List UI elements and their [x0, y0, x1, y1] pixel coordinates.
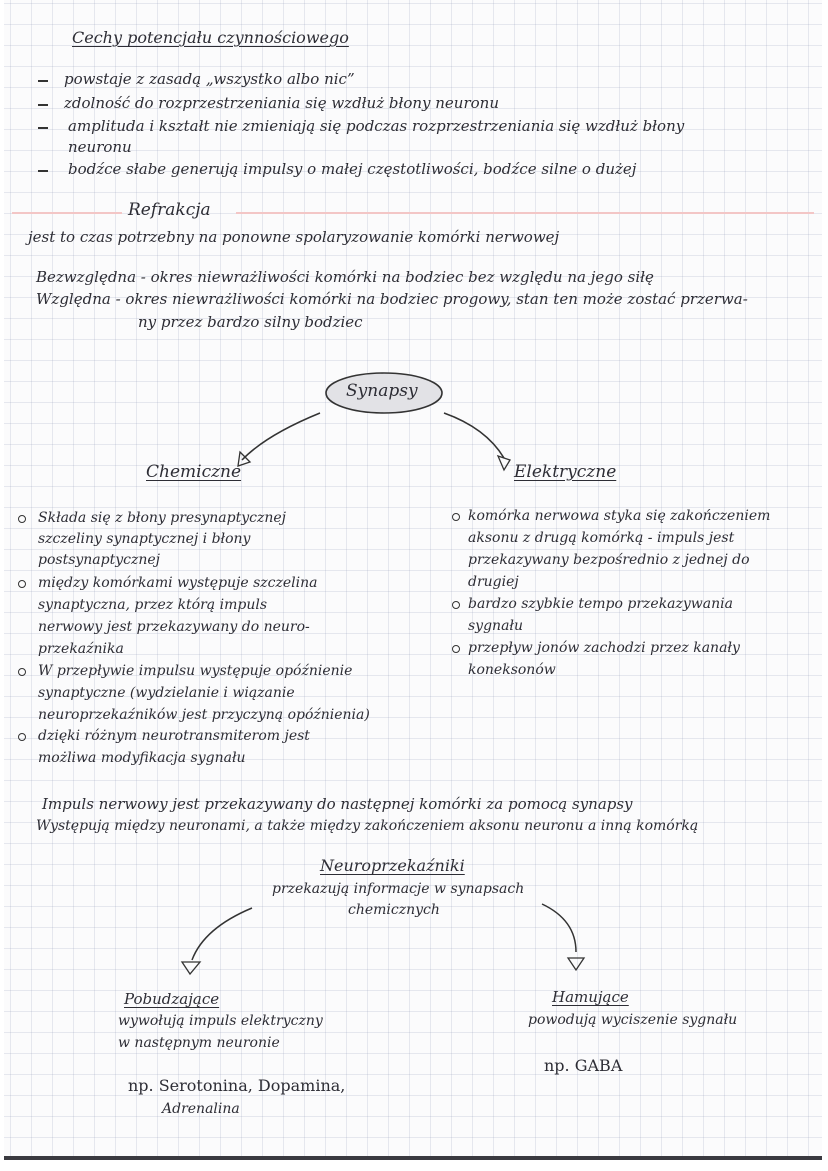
potential-item-2: zdolność do rozprzestrzeniania się wzdłuż błony neuronu	[64, 94, 499, 112]
notebook-page	[4, 0, 822, 1160]
bullet-icon	[18, 733, 26, 741]
excitatory-line-2: w następnym neuronie	[118, 1035, 280, 1051]
arrow-to-excitatory	[192, 908, 252, 960]
bullet-icon	[452, 601, 460, 609]
potential-title: Cechy potencjału czynnościowego	[72, 28, 349, 47]
excitatory-examples-1: np. Serotonina, Dopamina,	[128, 1076, 346, 1095]
potential-item-1: powstaje z zasadą „wszystko albo nic”	[64, 70, 355, 88]
refraction-relative-cont: ny przez bardzo silny bodziec	[138, 313, 363, 331]
arrow-head-icon	[182, 962, 200, 974]
electrical-line: drugiej	[468, 574, 519, 590]
chemical-title: Chemiczne	[146, 462, 242, 482]
chemical-line: między komórkami występuje szczelina	[38, 575, 318, 591]
chemical-line: W przepływie impulsu występuje opóźnienie	[38, 663, 353, 679]
arrow-to-chemical	[242, 413, 320, 460]
inhibitory-title: Hamujące	[552, 988, 629, 1006]
chemical-line: możliwa modyfikacja sygnału	[38, 750, 246, 766]
excitatory-title: Pobudzające	[124, 990, 220, 1008]
potential-item-4: bodźce słabe generują impulsy o małej częstotliwości, bodźce silne o dużej	[68, 160, 637, 178]
excitatory-examples-2: Adrenalina	[162, 1101, 240, 1117]
refraction-title: Refrakcja	[128, 200, 211, 220]
refraction-relative: Względna - okres niewrażliwości komórki na bodziec progowy, stan ten może zostać przerwa-	[36, 290, 748, 308]
potential-item-3: amplituda i kształt nie zmieniają się podczas rozprzestrzeniania się wzdłuż błony	[68, 117, 685, 135]
chemical-line: nerwowy jest przekazywany do neuro-	[38, 619, 310, 635]
electrical-line: przepływ jonów zachodzi przez kanały	[468, 640, 740, 656]
electrical-line: bardzo szybkie tempo przekazywania	[468, 596, 733, 612]
chemical-line: szczeliny synaptycznej i błony	[38, 531, 251, 547]
inhibitory-example: np. GABA	[544, 1056, 623, 1075]
electrical-line: komórka nerwowa styka się zakończeniem	[468, 508, 771, 524]
arrow-head-icon	[568, 958, 584, 970]
impulse-line-1: Impuls nerwowy jest przekazywany do następnej komórki za pomocą synapsy	[42, 795, 633, 813]
neurotransmitters-title: Neuroprzekaźniki	[320, 856, 465, 875]
refraction-definition: jest to czas potrzebny na ponowne spolaryzowanie komórki nerwowej	[28, 228, 560, 246]
impulse-line-2: Występują między neuronami, a także między zakończeniem aksonu neuronu a inną komórką	[36, 818, 699, 834]
arrow-to-inhibitory	[542, 904, 576, 952]
bullet-icon	[18, 580, 26, 588]
potential-item-3-cont: neuronu	[68, 138, 132, 156]
excitatory-line-1: wywołują impuls elektryczny	[118, 1013, 323, 1029]
chemical-line: neuroprzekaźników jest przyczyną opóźnienia)	[38, 707, 370, 723]
bullet-icon	[452, 645, 460, 653]
chemical-line: postsynaptycznej	[38, 552, 161, 568]
neurotransmitters-sub-1: przekazują informacje w synapsach	[272, 881, 525, 897]
bullet-icon	[18, 515, 26, 523]
bullet-icon	[18, 668, 26, 676]
chemical-line: Składa się z błony presynaptycznej	[38, 510, 287, 526]
chemical-line: synaptyczne (wydzielanie i wiązanie	[38, 685, 295, 701]
bullet-icon	[452, 513, 460, 521]
arrow-to-electrical	[444, 413, 504, 458]
chemical-line: dzięki różnym neurotransmiterom jest	[38, 728, 310, 744]
electrical-line: przekazywany bezpośrednio z jednej do	[468, 552, 750, 568]
chemical-line: przekaźnika	[38, 641, 124, 657]
arrow-head-icon	[498, 456, 510, 470]
neurotransmitters-sub-2: chemicznych	[348, 902, 440, 918]
electrical-line: sygnału	[468, 618, 523, 634]
electrical-line: aksonu z drugą komórką - impuls jest	[468, 530, 735, 546]
inhibitory-line-1: powodują wyciszenie sygnału	[528, 1012, 738, 1028]
synapses-title: Synapsy	[346, 381, 418, 401]
electrical-title: Elektryczne	[514, 462, 617, 482]
electrical-line: koneksonów	[468, 662, 556, 678]
refraction-absolute: Bezwzględna - okres niewrażliwości komórki na bodziec bez względu na jego siłę	[36, 268, 654, 286]
chemical-line: synaptyczna, przez którą impuls	[38, 597, 267, 613]
